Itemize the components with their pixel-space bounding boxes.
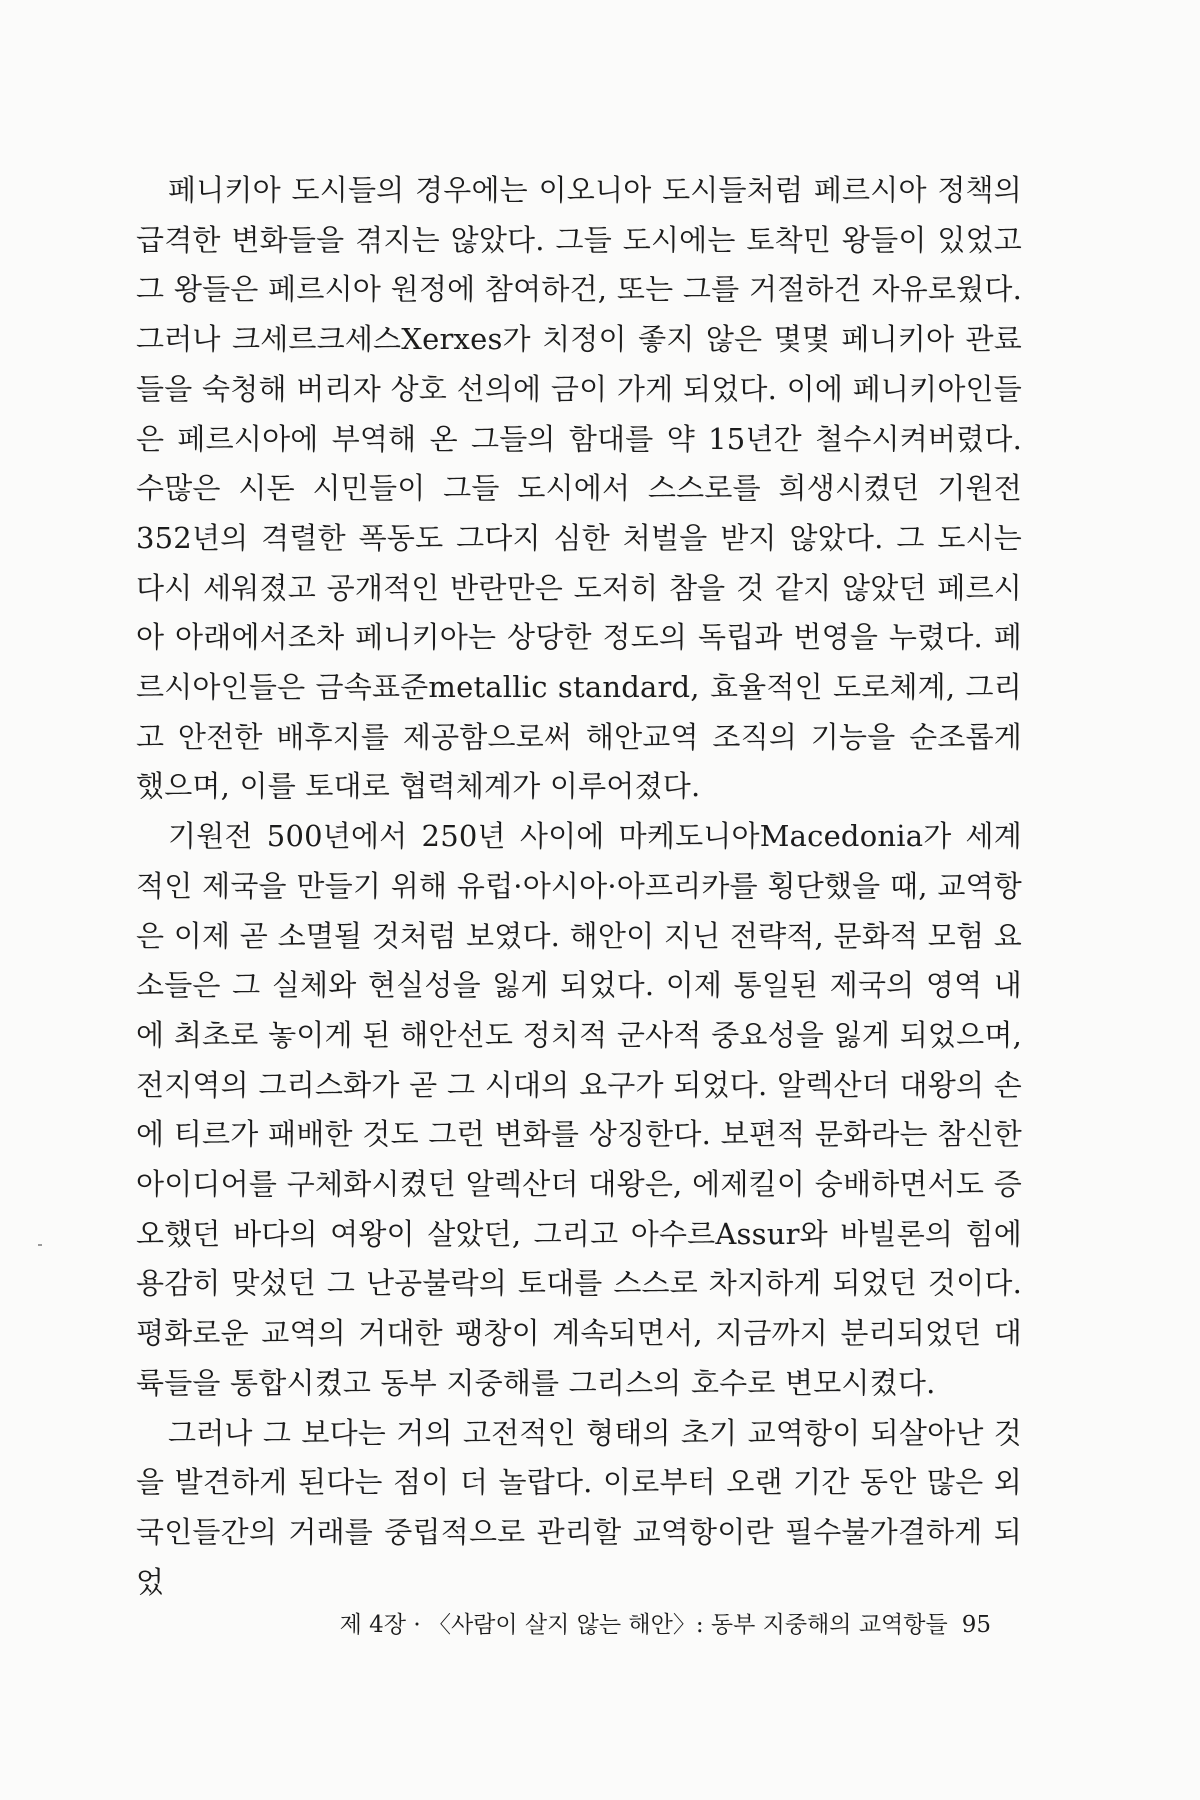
paragraph-ports-of-trade: 그러나 그 보다는 거의 고전적인 형태의 초기 교역항이 되살아난 것을 발견하게 된다는 점이 더 놀랍다. 이로부터 오랜 기간 동안 많은 외국인들간의 거래를 중립적으로 관리할 교역항이란 필수불가결하게 되었 xyxy=(136,1415,1022,1599)
running-head: 제 4장 · 〈사람이 살지 않는 해안〉: 동부 지중해의 교역항들 xyxy=(339,1612,948,1638)
paragraph-phoenician-cities: 페니키아 도시들의 경우에는 이오니아 도시들처럼 페르시아 정책의 급격한 변화들을 겪지는 않았다. 그들 도시에는 토착민 왕들이 있었고 그 왕들은 페르시아 원정에 참여하건, 또는 그를 거절하건 자유로웠다. 그러나 크세르크세스Xerxes가 치정이 좋지 않은 몇몇 페니키아 관료들을 숙청해 버리자 상호 선의에 금이 가게 되었다. 이에 페니키아인들은 페르시아에 부역해 온 그들의 함대를 약 15년간 철수시켜버렸다. 수많은 시돈 시민들이 그들 도시에서 스스로를 희생시켰던 기원전 352년의 격렬한 폭동도 그다지 심한 처벌을 받지 않았다. 그 도시는 다시 세워졌고 공개적인 반란만은 도저히 참을 것 같지 않았던 페르시아 아래에서조차 페니키아는 상당한 정도의 독립과 번영을 누렸다. 페르시아인들은 금속표준metallic standard, 효율적인 도로체계, 그리고 안전한 배후지를 제공함으로써 해안교역 조직의 기능을 순조롭게 했으며, 이를 토대로 협력체계가 이루어졌다. xyxy=(136,173,1022,804)
margin-mark xyxy=(38,1244,42,1246)
paragraph-macedonian-empire: 기원전 500년에서 250년 사이에 마케도니아Macedonia가 세계적인 제국을 만들기 위해 유럽·아시아·아프리카를 횡단했을 때, 교역항은 이제 곧 소멸될 것처럼 보였다. 해안이 지닌 전략적, 문화적 모험 요소들은 그 실체와 현실성을 잃게 되었다. 이제 통일된 제국의 영역 내에 최초로 놓이게 된 해안선도 정치적 군사적 중요성을 잃게 되었으며, 전지역의 그리스화가 곧 그 시대의 요구가 되었다. 알렉산더 대왕의 손에 티르가 패배한 것도 그런 변화를 상징한다. 보편적 문화라는 참신한 아이디어를 구체화시켰던 알렉산더 대왕은, 에제킬이 숭배하면서도 증오했던 바다의 여왕이 살았던, 그리고 아수르Assur와 바빌론의 힘에 용감히 맞섰던 그 난공불락의 토대를 스스로 차지하게 되었던 것이다. 평화로운 교역의 거대한 팽창이 계속되면서, 지금까지 분리되었던 대륙들을 통합시켰고 동부 지중해를 그리스의 호수로 변모시켰다. xyxy=(136,819,1022,1400)
body-text xyxy=(136,166,1022,1607)
page-footer xyxy=(136,1606,991,1639)
page-number: 95 xyxy=(961,1612,991,1638)
